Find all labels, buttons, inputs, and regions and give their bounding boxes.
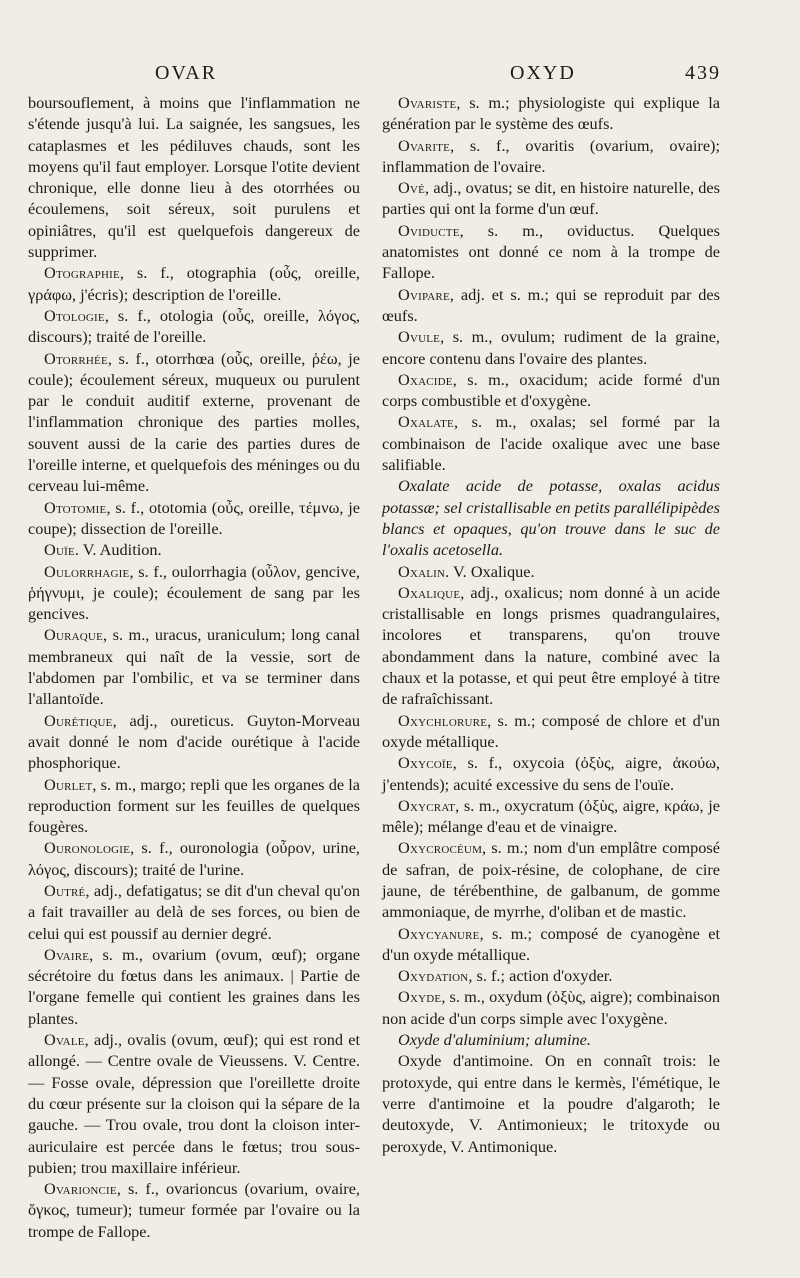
- definition: Oxyde d'antimoine. On en connaît trois: le protoxyde, qui entre dans le kermès, l'émétique, le verre d'antimoine et la poudre d'algaroth; le deutoxyde, V. Antimonieux; le tritoxyde ou peroxyde, V. Antimonique.: [382, 1051, 720, 1156]
- definition: , s. m., ovarium (ovum, œuf); organe sécrétoire du fœtus dans les animaux. | Partie de l'organe femelle qui contient les graines dans les plantes.: [28, 944, 360, 1028]
- definition: , s. m., oxydum (ὀξὺς, aigre); combinaison non acide d'un corps simple avec l'oxygène.: [382, 987, 720, 1028]
- entry: [28, 92, 360, 262]
- headword: Oxycrat: [398, 795, 456, 815]
- definition: , s. f., otologia (οὖς, oreille, λόγος, discours); traité de l'oreille.: [28, 305, 360, 347]
- entry: [28, 624, 360, 709]
- definition: , adj., oxalicus; nom donné à un acide cristallisable en longs prismes quadrangulaires, incolores et transparens, qu'on trouve abondamment dans la nature, combiné avec la chaux et la potasse, et qui peut être employé à titre de rafraîchissant.: [382, 582, 720, 709]
- definition: , s. f., otorrhœa (οὖς, oreille, ῥέω, je coule); écoulement séreux, muqueux ou purulent par le conduit auditif externe, provenant de l'inflammation chronique des parties molles, souvent aussi de la carie des parties dures de l'oreille interne, et quelquefois des méninges ou du cerveau lui-même.: [28, 348, 360, 496]
- entry: [382, 795, 720, 838]
- entry: [28, 880, 360, 944]
- definition: , adj., defatigatus; se dit d'un cheval qu'on a fait travailler au delà de ses forces, ou bien de celui qui est poussif au dernier degré.: [28, 880, 360, 943]
- headword: Otorrhée: [44, 348, 108, 368]
- definition: , s. m., oxycratum (ὀξὺς, aigre, κράω, je mêle); mélange d'eau et de vinaigre.: [382, 795, 720, 837]
- headword: Oulorrhagie: [44, 561, 130, 581]
- definition: , s. f., otographia (οὖς, oreille, γράφω, j'écris); description de l'oreille.: [28, 263, 360, 304]
- entry: [28, 837, 360, 880]
- entry: [28, 561, 360, 625]
- headword: Ovaire: [44, 944, 90, 964]
- entry: [382, 923, 720, 966]
- entry: [28, 1029, 360, 1178]
- headword: Oxycoïe: [398, 753, 453, 773]
- definition: , s. f., oxycoia (ὀξὺς, aigre, ἀκούω, j'entends); acuité excessive du sens de l'ouïe.: [382, 753, 720, 794]
- headword: Ovariste: [398, 93, 457, 112]
- page-number: 439: [685, 62, 721, 84]
- entry: [382, 177, 720, 220]
- running-head-left: OVAR: [155, 62, 218, 84]
- definition: , s. f., ovaritis (ovarium, ovaire); inflammation de l'ovaire.: [382, 135, 720, 176]
- headword: Ourétique: [44, 710, 113, 730]
- definition: , s. f., ototomia (οὖς, oreille, τέμνω, je coupe); dissection de l'oreille.: [28, 497, 360, 538]
- definition: , s. f., oulorrhagia (οὖλον, gencive, ῥήγνυμι, je coule); écoulement de sang par les gencives.: [28, 561, 360, 624]
- definition: , adj., ovatus; se dit, en histoire naturelle, des parties qui ont la forme d'un œuf.: [382, 178, 720, 219]
- headword: Oxychlorure: [398, 710, 488, 730]
- definition: , s. f.; action d'oxyder.: [468, 966, 613, 986]
- headword: Oxalique: [398, 582, 461, 602]
- entry: [382, 965, 720, 986]
- headword: Oxydation: [398, 966, 469, 986]
- entry: [382, 986, 720, 1029]
- entry: [382, 284, 720, 327]
- definition: , s. m., ovulum; rudiment de la graine, encore contenu dans l'ovaire des plantes.: [382, 327, 720, 368]
- headword: Outré: [44, 880, 86, 900]
- left-column: [28, 92, 360, 1242]
- entry: [28, 348, 360, 497]
- headword: Ovipare: [398, 284, 450, 304]
- entry: [382, 135, 720, 178]
- headword: Oxacide: [398, 369, 453, 389]
- definition: , s. m.; composé de chlore et d'un oxyde métallique.: [382, 710, 720, 751]
- headword: Ouïe: [44, 540, 75, 560]
- entry: [28, 305, 360, 348]
- entry: [28, 710, 360, 774]
- headword: Ovule: [398, 327, 441, 347]
- entry: [382, 369, 720, 412]
- entry: [382, 710, 720, 753]
- definition: , s. m.; nom d'un emplâtre composé de safran, de poix-résine, de colophane, de cire jaune, de térébenthine, de galbanum, de gomme ammoniaque, de myrrhe, d'oliban et de mastic.: [382, 838, 720, 922]
- entry: [382, 92, 720, 135]
- headword: Ovarioncie: [44, 1179, 117, 1199]
- entry: [382, 837, 720, 922]
- entry: [382, 582, 720, 710]
- headword: Oxalin: [398, 561, 446, 581]
- definition: , s. m., oxalas; sel formé par la combinaison de l'acide oxalique avec une base salifiable.: [382, 412, 720, 475]
- headword: Ovarite: [398, 135, 451, 155]
- definition: , s. m., oxacidum; acide formé d'un corps combustible et d'oxygène.: [382, 369, 720, 411]
- headword: Ourlet: [44, 774, 93, 794]
- definition: , s. f., ovarioncus (ovarium, ovaire, ὄγκος, tumeur); tumeur formée par l'ovaire ou la trompe de Fallope.: [28, 1179, 360, 1241]
- headword: Ovale: [44, 1030, 85, 1050]
- entry: [28, 1178, 360, 1242]
- definition: , adj. et s. m.; qui se reproduit par des œufs.: [382, 284, 720, 325]
- running-head: [0, 62, 800, 90]
- running-head-center: OXYD: [510, 62, 576, 84]
- headword: Oviducte: [398, 220, 460, 240]
- entry: [28, 262, 360, 305]
- headword: Ouronologie: [44, 838, 131, 858]
- definition: , adj., oureticus. Guyton-Morveau avait donné le nom d'acide ourétique à l'acide phosphorique.: [28, 710, 360, 773]
- definition: Oxyde d'aluminium; alumine.: [398, 1030, 591, 1050]
- entry: [382, 411, 720, 475]
- entry: [382, 1029, 720, 1050]
- headword: Oxycrocéum: [398, 838, 483, 858]
- definition: , s. m.; composé de cyanogène et d'un oxyde métallique.: [382, 923, 720, 964]
- headword: Ouraque: [44, 625, 103, 645]
- definition: , s. m., margo; repli que les organes de la reproduction forment sur les feuilles de quelques fougères.: [28, 774, 360, 837]
- definition: , s. m., oviductus. Quelques anatomistes ont donné ce nom à la trompe de Fallope.: [382, 220, 720, 283]
- headword: Oxycyanure: [398, 923, 480, 943]
- entry: [382, 561, 720, 582]
- headword: Otologie: [44, 305, 105, 325]
- entry: [382, 1050, 720, 1156]
- entry: [28, 539, 360, 560]
- definition: , s. m., uracus, uraniculum; long canal membraneux qui naît de la vessie, sort de l'abdomen par l'ombilic, et va se terminer dans l'allantoïde.: [28, 625, 360, 709]
- entry: [28, 944, 360, 1029]
- headword: Oxyde: [398, 987, 442, 1007]
- definition: Oxalate acide de potasse, oxalas acidus potassæ; sel cristallisable en petits parallélipipèdes blancs et opaques, qu'on trouve dans le suc de l'oxalis acetosella.: [382, 476, 720, 560]
- headword: Oxalate: [398, 412, 454, 432]
- entry: [382, 752, 720, 795]
- entry: [382, 475, 720, 560]
- definition: , adj., ovalis (ovum, œuf); qui est rond et allongé. — Centre ovale de Vieussens. V. Centre. — Fosse ovale, dépression que l'oreillette droite du cœur présente sur la cloison qui la sépare de la gauche. — Trou ovale, trou dont la cloison inter-auriculaire est percée dans le fœtus; trou sous-pubien; trou maxillaire inférieur.: [28, 1030, 360, 1177]
- right-column: [382, 92, 720, 1157]
- definition: . V. Oxalique.: [445, 561, 535, 581]
- headword: Otographie: [44, 263, 120, 283]
- entry: [28, 774, 360, 838]
- headword: Ové: [398, 178, 426, 198]
- definition: . V. Audition.: [74, 540, 162, 560]
- entry: [382, 220, 720, 284]
- definition: , s. f., ouronologia (οὖρον, urine, λόγος, discours); traité de l'urine.: [28, 838, 360, 879]
- entry: [28, 497, 360, 540]
- headword: Ototomie: [44, 497, 107, 517]
- entry: [382, 326, 720, 369]
- definition: , s. m.; physiologiste qui explique la génération par le système des œufs.: [382, 93, 720, 134]
- definition: boursouflement, à moins que l'inflammation ne s'étende jusqu'à lui. La saignée, les sangsues, les cataplasmes et les pédiluves chauds, sont les moyens qu'il faut employer. Lorsque l'otite devient chronique, elle donne lieu à des otorrhées ou écoulemens, soit séreux, soit purulens et opiniâtres, qu'il est quelquefois dangereux de supprimer.: [28, 93, 360, 262]
